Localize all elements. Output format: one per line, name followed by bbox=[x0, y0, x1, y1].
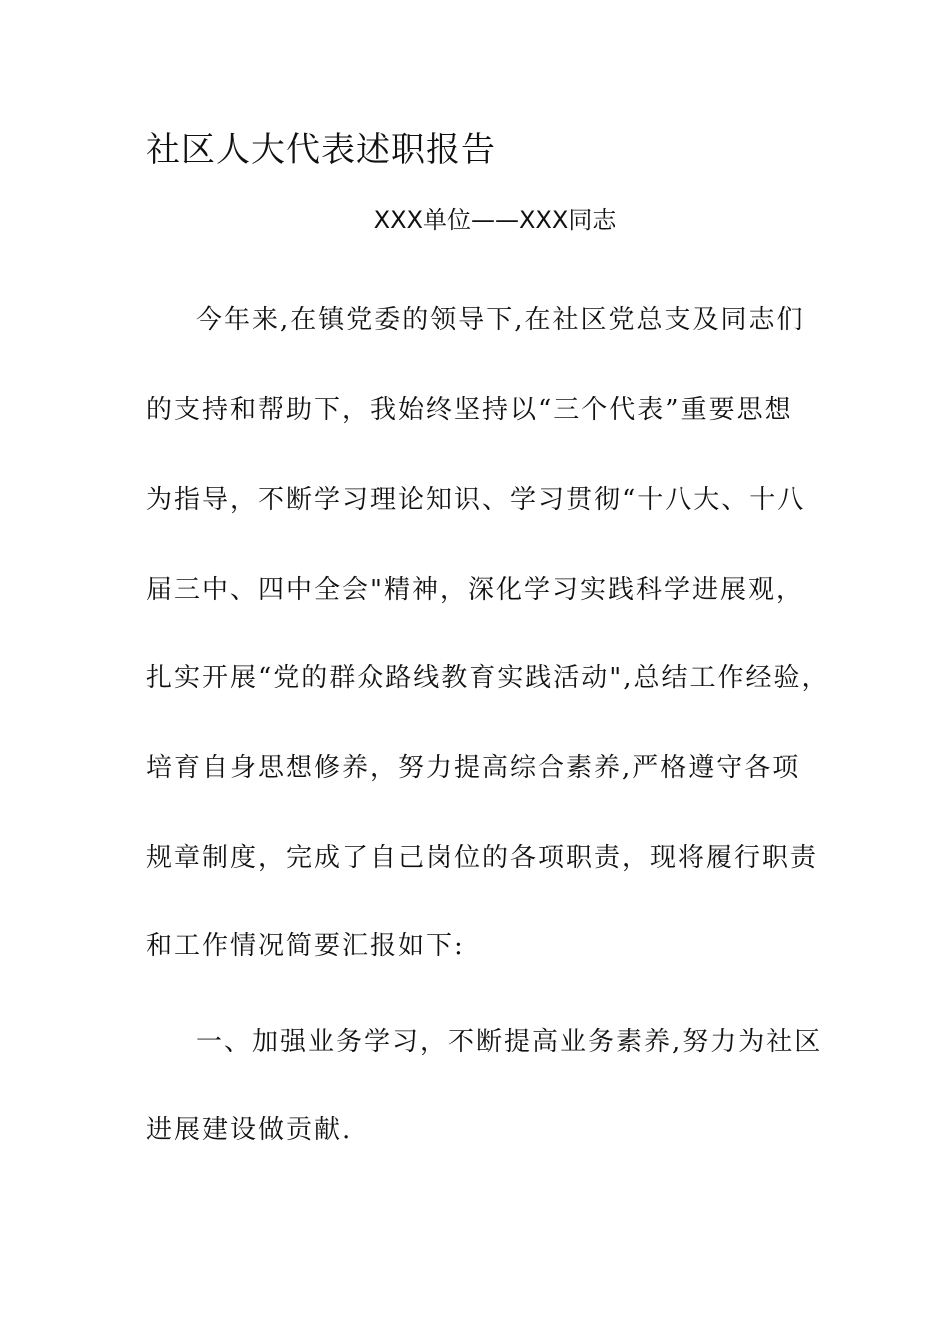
paragraph-line: 规章制度，完成了自己岗位的各项职责，现将履行职责 bbox=[146, 843, 819, 873]
paragraph-line: 扎实开展“党的群众路线教育实践活动",总结工作经验， bbox=[146, 663, 830, 693]
paragraph-line: 届三中、四中全会"精神，深化学习实践科学进展观， bbox=[146, 575, 804, 605]
page-title: 社区人大代表述职报告 bbox=[146, 130, 496, 170]
section-heading-line: 一、加强业务学习，不断提高业务素养,努力为社区 bbox=[196, 1027, 823, 1057]
paragraph-line: 为指导，不断学习理论知识、学习贯彻“十八大、十八 bbox=[146, 485, 806, 515]
section-heading-line: 进展建设做贡献. bbox=[146, 1115, 353, 1145]
paragraph-line: 和工作情况简要汇报如下: bbox=[146, 931, 465, 961]
paragraph-line: 今年来,在镇党委的领导下,在社区党总支及同志们 bbox=[196, 305, 805, 335]
paragraph-line: 培育自身思想修养，努力提高综合素养,严格遵守各项 bbox=[146, 753, 801, 783]
author-byline: XXX单位——XXX同志 bbox=[373, 206, 617, 234]
paragraph-line: 的支持和帮助下，我始终坚持以“三个代表”重要思想 bbox=[146, 395, 793, 425]
